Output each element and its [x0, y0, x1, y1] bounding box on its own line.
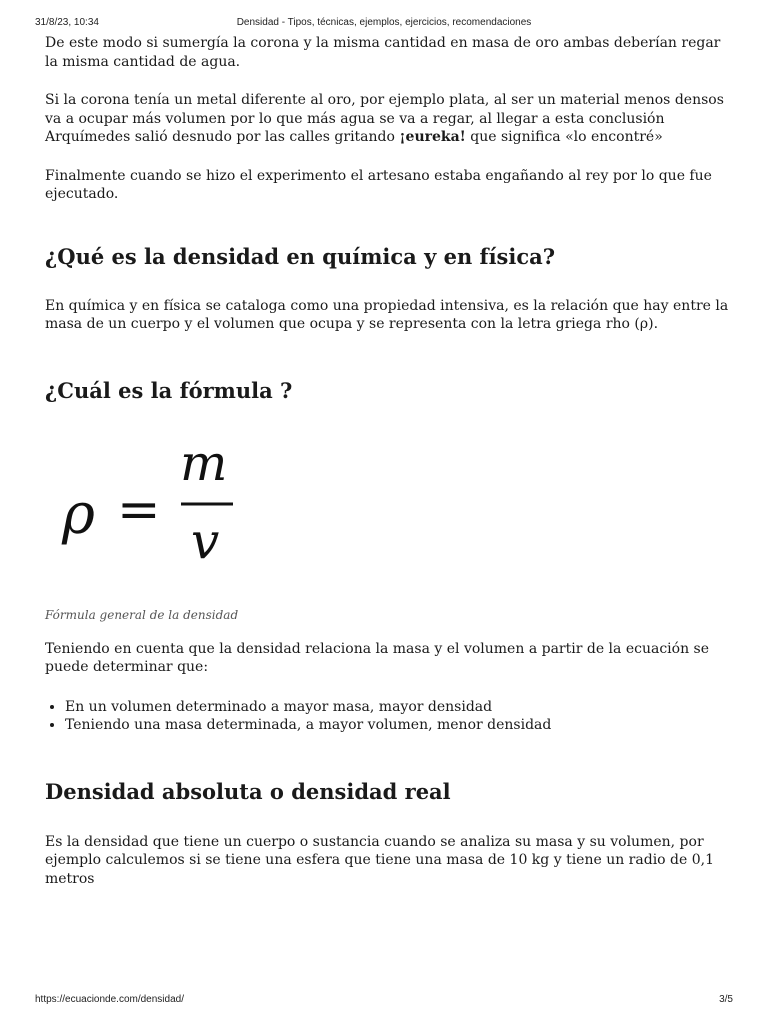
print-page-number: 3/5 [719, 994, 733, 1005]
eureka-bold: ¡eureka! [399, 129, 466, 145]
paragraph-artesano: Finalmente cuando se hizo el experimento el artesano estaba engañando al rey por lo que fue ejecutado. [45, 167, 712, 202]
print-header [35, 17, 733, 31]
paragraph-propiedad-intensiva: En química y en física se cataloga como una propiedad intensiva, es la relación que hay entre la masa de un cuerpo y el volumen que ocupa y se representa con la letra griega rho (ρ). [45, 297, 729, 332]
print-url: https://ecuacionde.com/densidad/ [35, 994, 184, 1005]
paragraph-arquimedes-text: Si la corona tenía un metal diferente al oro, por ejemplo plata, al ser un material menos densos va a ocupar más volumen por lo que más agua se va a regar, al llegar a esta conclusión Arquímedes salió desnudo por las calles gritando [45, 92, 724, 145]
formula-equals: = [117, 479, 161, 540]
heading-densidad-quimica-fisica: ¿Qué es la densidad en química y en física? [45, 243, 556, 269]
formula-rho: ρ [62, 481, 95, 547]
paragraph-arquimedes [45, 91, 735, 147]
formula-denominator-v: v [191, 511, 220, 570]
heading-formula: ¿Cuál es la fórmula ? [45, 377, 293, 403]
formula-caption: Fórmula general de la densidad [45, 607, 239, 622]
list-item: • Teniendo una masa determinada, a mayor volumen, menor densidad [65, 716, 735, 735]
article-content [45, 34, 735, 888]
paragraph-corona-oro: De este modo si sumergía la corona y la misma cantidad en masa de oro ambas deberían regar la misma cantidad de agua. [45, 35, 721, 70]
paragraph-arquimedes-tail: que significa «lo encontré» [465, 129, 663, 145]
heading-densidad-absoluta: Densidad absoluta o densidad real [45, 778, 451, 804]
density-formula [45, 433, 305, 583]
list-item: • En un volumen determinado a mayor masa, mayor densidad [65, 698, 735, 717]
print-page-title: Densidad - Tipos, técnicas, ejemplos, ejercicios, recomendaciones [236, 17, 532, 28]
paragraph-densidad-absoluta: Es la densidad que tiene un cuerpo o sustancia cuando se analiza su masa y su volumen, por ejemplo calculemos si se tiene una esfera que tiene una masa de 10 kg y tiene un radio de 0,1 metros [45, 833, 715, 887]
density-bullet-list [45, 698, 735, 735]
density-formula-graphic [45, 433, 305, 583]
print-datetime: 31/8/23, 10:34 [35, 17, 99, 28]
print-footer [35, 994, 733, 1008]
formula-numerator-m: m [180, 433, 228, 492]
paragraph-determinar: Teniendo en cuenta que la densidad relaciona la masa y el volumen a partir de la ecuación se puede determinar que: [45, 640, 710, 675]
